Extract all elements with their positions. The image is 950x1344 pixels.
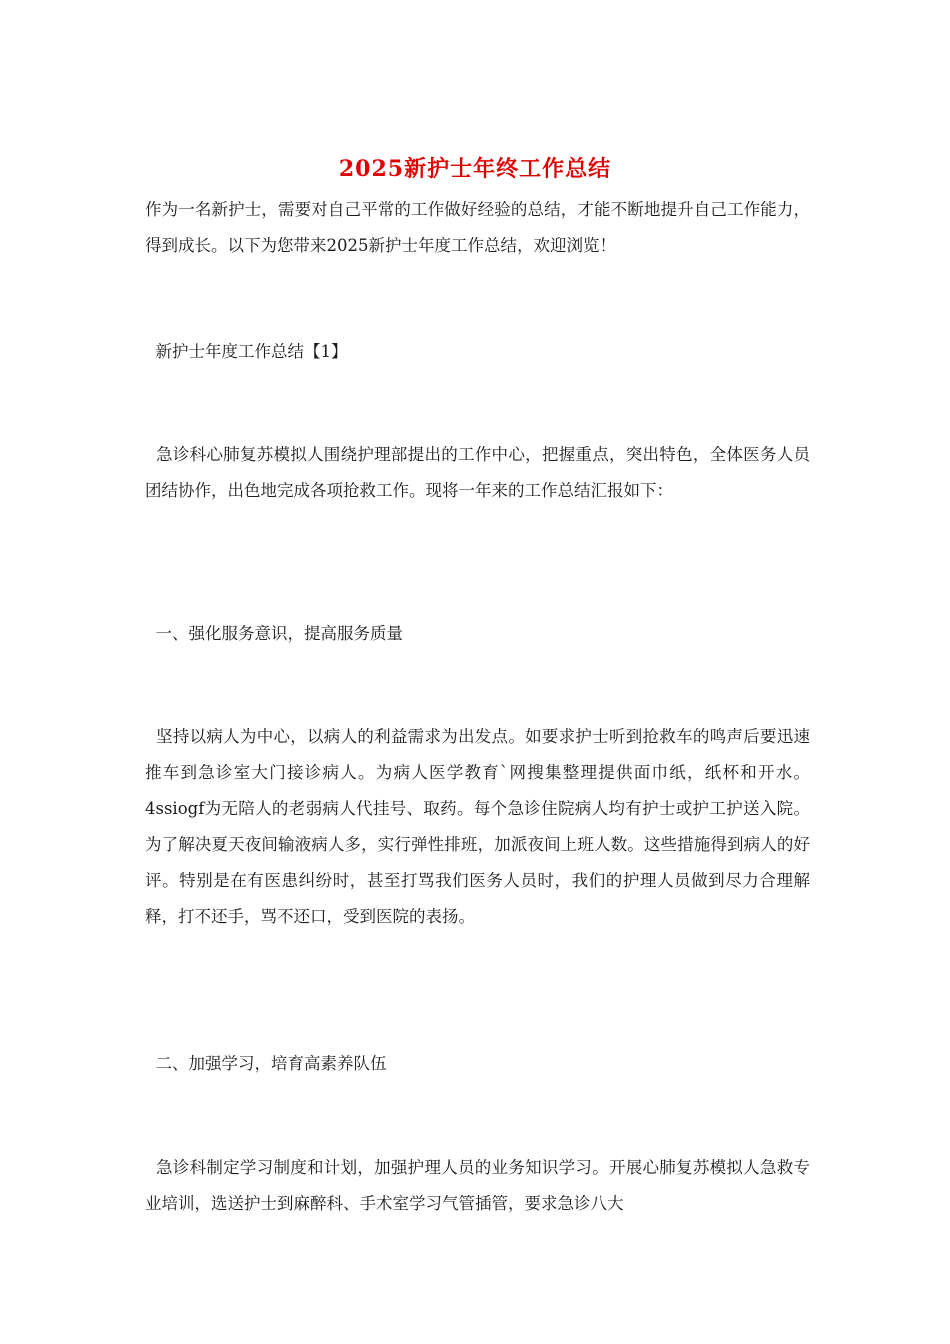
section-title: 新护士年度工作总结【1】 [145,342,348,361]
intro-paragraph: 作为一名新护士，需要对自己平常的工作做好经验的总结，才能不断地提升自己工作能力，得到成长。以下为您带来2025新护士年度工作总结，欢迎浏览！ [145,200,810,255]
paragraph-3: 急诊科制定学习制度和计划，加强护理人员的业务知识学习。开展心肺复苏模拟人急救专业培训，选送护士到麻醉科、手术室学习气管插管，要求急诊八大 [145,1158,810,1213]
paragraph-1: 急诊科心肺复苏模拟人围绕护理部提出的工作中心，把握重点，突出特色，全体医务人员团结协作，出色地完成各项抢救工作。现将一年来的工作总结汇报如下： [145,445,810,500]
heading-1: 一、强化服务意识，提高服务质量 [145,624,403,643]
document-title: 2025新护士年终工作总结 [338,156,612,182]
heading-2: 二、加强学习，培育高素养队伍 [145,1054,387,1073]
paragraph-2: 坚持以病人为中心，以病人的利益需求为出发点。如要求护士听到抢救车的鸣声后要迅速推车到急诊室大门接诊病人。为病人医学教育`网搜集整理提供面巾纸，纸杯和开水。4ssiogf为无陪人的老弱病人代挂号、取药。每个急诊住院病人均有护士或护工护送入院。为了解决夏天夜间输液病人多，实行弹性排班，加派夜间上班人数。这些措施得到病人的好评。特别是在有医患纠纷时，甚至打骂我们医务人员时，我们的护理人员做到尽力合理解释，打不还手，骂不还口，受到医院的表扬。 [145,727,810,926]
